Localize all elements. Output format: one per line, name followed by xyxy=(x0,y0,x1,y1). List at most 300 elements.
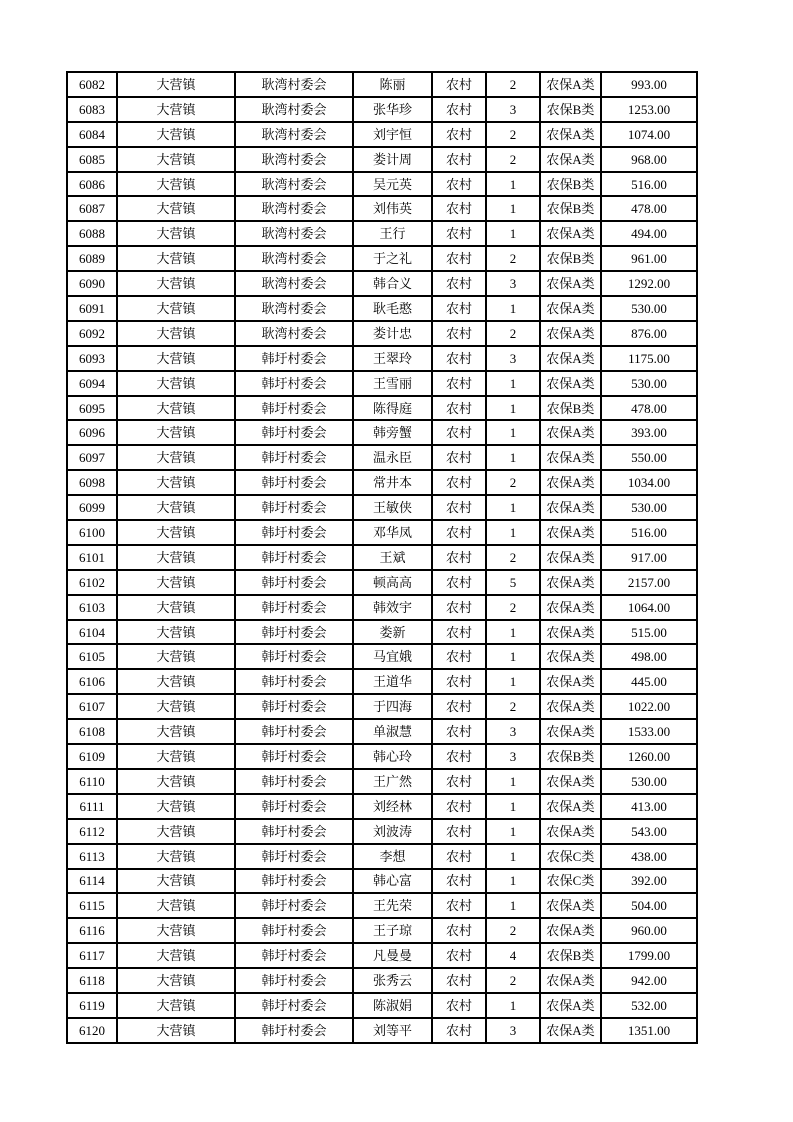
cell-village-committee: 韩圩村委会 xyxy=(235,968,353,993)
cell-serial-no: 6115 xyxy=(67,893,117,918)
cell-insurance-category: 农保A类 xyxy=(540,147,601,172)
table-row xyxy=(67,620,697,645)
cell-residence-type: 农村 xyxy=(432,943,486,968)
table-row xyxy=(67,1018,697,1043)
cell-residence-type: 农村 xyxy=(432,396,486,421)
cell-village-committee: 耿湾村委会 xyxy=(235,196,353,221)
cell-town: 大营镇 xyxy=(117,769,235,794)
table-row xyxy=(67,172,697,197)
cell-person-count: 2 xyxy=(486,147,540,172)
cell-village-committee: 耿湾村委会 xyxy=(235,246,353,271)
cell-person-count: 1 xyxy=(486,296,540,321)
cell-serial-no: 6100 xyxy=(67,520,117,545)
cell-insurance-category: 农保A类 xyxy=(540,545,601,570)
cell-person-count: 1 xyxy=(486,495,540,520)
cell-village-committee: 韩圩村委会 xyxy=(235,545,353,570)
cell-village-committee: 韩圩村委会 xyxy=(235,620,353,645)
cell-person-count: 1 xyxy=(486,993,540,1018)
cell-serial-no: 6089 xyxy=(67,246,117,271)
cell-amount: 1064.00 xyxy=(601,595,697,620)
table-row xyxy=(67,694,697,719)
cell-person-count: 1 xyxy=(486,520,540,545)
table-row xyxy=(67,445,697,470)
cell-residence-type: 农村 xyxy=(432,694,486,719)
cell-village-committee: 韩圩村委会 xyxy=(235,396,353,421)
cell-amount: 515.00 xyxy=(601,620,697,645)
cell-serial-no: 6120 xyxy=(67,1018,117,1043)
cell-town: 大营镇 xyxy=(117,744,235,769)
cell-insurance-category: 农保A类 xyxy=(540,794,601,819)
cell-insurance-category: 农保A类 xyxy=(540,221,601,246)
cell-serial-no: 6103 xyxy=(67,595,117,620)
cell-person-name: 刘伟英 xyxy=(353,196,432,221)
cell-insurance-category: 农保A类 xyxy=(540,769,601,794)
cell-residence-type: 农村 xyxy=(432,1018,486,1043)
cell-person-count: 3 xyxy=(486,271,540,296)
cell-person-count: 3 xyxy=(486,744,540,769)
cell-person-name: 于四海 xyxy=(353,694,432,719)
cell-person-count: 5 xyxy=(486,570,540,595)
cell-insurance-category: 农保A类 xyxy=(540,644,601,669)
cell-serial-no: 6093 xyxy=(67,346,117,371)
table-row xyxy=(67,420,697,445)
cell-town: 大营镇 xyxy=(117,893,235,918)
cell-village-committee: 耿湾村委会 xyxy=(235,72,353,97)
cell-residence-type: 农村 xyxy=(432,246,486,271)
cell-insurance-category: 农保A类 xyxy=(540,620,601,645)
cell-person-count: 2 xyxy=(486,595,540,620)
benefit-records-table xyxy=(66,71,698,1044)
table-row xyxy=(67,271,697,296)
cell-town: 大营镇 xyxy=(117,271,235,296)
cell-town: 大营镇 xyxy=(117,147,235,172)
cell-amount: 1074.00 xyxy=(601,122,697,147)
cell-residence-type: 农村 xyxy=(432,719,486,744)
cell-amount: 498.00 xyxy=(601,644,697,669)
cell-person-name: 李想 xyxy=(353,844,432,869)
table-row xyxy=(67,570,697,595)
cell-town: 大营镇 xyxy=(117,943,235,968)
cell-serial-no: 6088 xyxy=(67,221,117,246)
cell-amount: 516.00 xyxy=(601,172,697,197)
cell-residence-type: 农村 xyxy=(432,321,486,346)
cell-person-count: 1 xyxy=(486,794,540,819)
cell-village-committee: 耿湾村委会 xyxy=(235,221,353,246)
cell-amount: 968.00 xyxy=(601,147,697,172)
cell-person-count: 1 xyxy=(486,221,540,246)
cell-person-name: 王先荣 xyxy=(353,893,432,918)
cell-insurance-category: 农保A类 xyxy=(540,694,601,719)
cell-amount: 1253.00 xyxy=(601,97,697,122)
cell-serial-no: 6097 xyxy=(67,445,117,470)
cell-amount: 530.00 xyxy=(601,495,697,520)
cell-person-name: 于之礼 xyxy=(353,246,432,271)
cell-person-count: 1 xyxy=(486,669,540,694)
cell-village-committee: 韩圩村委会 xyxy=(235,844,353,869)
cell-insurance-category: 农保A类 xyxy=(540,296,601,321)
cell-insurance-category: 农保B类 xyxy=(540,246,601,271)
cell-person-count: 1 xyxy=(486,620,540,645)
cell-village-committee: 韩圩村委会 xyxy=(235,371,353,396)
cell-person-count: 3 xyxy=(486,346,540,371)
cell-serial-no: 6101 xyxy=(67,545,117,570)
cell-insurance-category: 农保A类 xyxy=(540,72,601,97)
cell-insurance-category: 农保A类 xyxy=(540,346,601,371)
cell-insurance-category: 农保A类 xyxy=(540,321,601,346)
cell-town: 大营镇 xyxy=(117,495,235,520)
cell-town: 大营镇 xyxy=(117,644,235,669)
cell-town: 大营镇 xyxy=(117,420,235,445)
table-row xyxy=(67,72,697,97)
cell-town: 大营镇 xyxy=(117,221,235,246)
cell-person-count: 3 xyxy=(486,97,540,122)
cell-serial-no: 6095 xyxy=(67,396,117,421)
cell-person-count: 1 xyxy=(486,844,540,869)
cell-amount: 961.00 xyxy=(601,246,697,271)
cell-insurance-category: 农保A类 xyxy=(540,271,601,296)
cell-serial-no: 6105 xyxy=(67,644,117,669)
cell-person-count: 1 xyxy=(486,172,540,197)
cell-insurance-category: 农保B类 xyxy=(540,396,601,421)
cell-residence-type: 农村 xyxy=(432,520,486,545)
cell-serial-no: 6094 xyxy=(67,371,117,396)
cell-town: 大营镇 xyxy=(117,321,235,346)
cell-residence-type: 农村 xyxy=(432,893,486,918)
cell-serial-no: 6110 xyxy=(67,769,117,794)
cell-amount: 392.00 xyxy=(601,869,697,894)
cell-town: 大营镇 xyxy=(117,196,235,221)
table-row xyxy=(67,147,697,172)
cell-person-count: 4 xyxy=(486,943,540,968)
cell-amount: 445.00 xyxy=(601,669,697,694)
cell-person-name: 娄新 xyxy=(353,620,432,645)
cell-residence-type: 农村 xyxy=(432,669,486,694)
table-row xyxy=(67,196,697,221)
cell-serial-no: 6098 xyxy=(67,470,117,495)
cell-amount: 2157.00 xyxy=(601,570,697,595)
cell-amount: 438.00 xyxy=(601,844,697,869)
cell-person-name: 邓华凤 xyxy=(353,520,432,545)
cell-person-count: 1 xyxy=(486,396,540,421)
cell-person-name: 王雪丽 xyxy=(353,371,432,396)
cell-person-count: 1 xyxy=(486,819,540,844)
cell-village-committee: 耿湾村委会 xyxy=(235,296,353,321)
cell-residence-type: 农村 xyxy=(432,271,486,296)
cell-person-name: 刘波涛 xyxy=(353,819,432,844)
cell-amount: 504.00 xyxy=(601,893,697,918)
cell-insurance-category: 农保A类 xyxy=(540,420,601,445)
cell-person-name: 韩合义 xyxy=(353,271,432,296)
cell-amount: 494.00 xyxy=(601,221,697,246)
cell-insurance-category: 农保A类 xyxy=(540,1018,601,1043)
cell-residence-type: 农村 xyxy=(432,371,486,396)
cell-town: 大营镇 xyxy=(117,470,235,495)
cell-serial-no: 6090 xyxy=(67,271,117,296)
cell-person-count: 2 xyxy=(486,72,540,97)
table-row xyxy=(67,943,697,968)
cell-person-name: 王行 xyxy=(353,221,432,246)
cell-person-name: 张秀云 xyxy=(353,968,432,993)
table-row xyxy=(67,495,697,520)
cell-residence-type: 农村 xyxy=(432,769,486,794)
cell-town: 大营镇 xyxy=(117,296,235,321)
cell-person-count: 1 xyxy=(486,196,540,221)
cell-insurance-category: 农保A类 xyxy=(540,470,601,495)
cell-village-committee: 韩圩村委会 xyxy=(235,595,353,620)
cell-town: 大营镇 xyxy=(117,246,235,271)
cell-residence-type: 农村 xyxy=(432,819,486,844)
cell-insurance-category: 农保B类 xyxy=(540,172,601,197)
cell-amount: 1351.00 xyxy=(601,1018,697,1043)
cell-village-committee: 韩圩村委会 xyxy=(235,520,353,545)
table-row xyxy=(67,396,697,421)
cell-serial-no: 6085 xyxy=(67,147,117,172)
cell-person-count: 2 xyxy=(486,545,540,570)
cell-insurance-category: 农保A类 xyxy=(540,520,601,545)
cell-village-committee: 韩圩村委会 xyxy=(235,943,353,968)
cell-town: 大营镇 xyxy=(117,570,235,595)
cell-insurance-category: 农保A类 xyxy=(540,445,601,470)
cell-village-committee: 韩圩村委会 xyxy=(235,694,353,719)
table-row xyxy=(67,993,697,1018)
cell-insurance-category: 农保C类 xyxy=(540,844,601,869)
table-row xyxy=(67,918,697,943)
cell-person-name: 韩心富 xyxy=(353,869,432,894)
cell-serial-no: 6096 xyxy=(67,420,117,445)
cell-serial-no: 6106 xyxy=(67,669,117,694)
cell-person-name: 单淑慧 xyxy=(353,719,432,744)
cell-residence-type: 农村 xyxy=(432,545,486,570)
cell-town: 大营镇 xyxy=(117,122,235,147)
cell-village-committee: 韩圩村委会 xyxy=(235,794,353,819)
cell-village-committee: 韩圩村委会 xyxy=(235,445,353,470)
cell-person-name: 王子琼 xyxy=(353,918,432,943)
cell-town: 大营镇 xyxy=(117,669,235,694)
cell-person-name: 温永臣 xyxy=(353,445,432,470)
cell-serial-no: 6112 xyxy=(67,819,117,844)
cell-town: 大营镇 xyxy=(117,620,235,645)
cell-serial-no: 6116 xyxy=(67,918,117,943)
cell-serial-no: 6091 xyxy=(67,296,117,321)
cell-amount: 1034.00 xyxy=(601,470,697,495)
cell-person-name: 常井本 xyxy=(353,470,432,495)
table-row xyxy=(67,869,697,894)
cell-person-count: 1 xyxy=(486,420,540,445)
cell-person-count: 2 xyxy=(486,968,540,993)
cell-town: 大营镇 xyxy=(117,396,235,421)
cell-amount: 413.00 xyxy=(601,794,697,819)
cell-person-name: 王斌 xyxy=(353,545,432,570)
cell-insurance-category: 农保A类 xyxy=(540,495,601,520)
cell-person-name: 王道华 xyxy=(353,669,432,694)
cell-amount: 530.00 xyxy=(601,296,697,321)
cell-serial-no: 6087 xyxy=(67,196,117,221)
cell-insurance-category: 农保A类 xyxy=(540,918,601,943)
cell-person-name: 王广然 xyxy=(353,769,432,794)
cell-village-committee: 韩圩村委会 xyxy=(235,1018,353,1043)
cell-serial-no: 6117 xyxy=(67,943,117,968)
cell-residence-type: 农村 xyxy=(432,296,486,321)
cell-residence-type: 农村 xyxy=(432,993,486,1018)
cell-serial-no: 6102 xyxy=(67,570,117,595)
cell-insurance-category: 农保A类 xyxy=(540,595,601,620)
cell-person-name: 刘宇恒 xyxy=(353,122,432,147)
cell-amount: 478.00 xyxy=(601,196,697,221)
cell-village-committee: 韩圩村委会 xyxy=(235,918,353,943)
cell-town: 大营镇 xyxy=(117,172,235,197)
table-row xyxy=(67,844,697,869)
table-row xyxy=(67,968,697,993)
cell-person-name: 刘经林 xyxy=(353,794,432,819)
cell-person-name: 耿毛憨 xyxy=(353,296,432,321)
cell-residence-type: 农村 xyxy=(432,495,486,520)
cell-insurance-category: 农保A类 xyxy=(540,122,601,147)
table-row xyxy=(67,719,697,744)
table-row xyxy=(67,346,697,371)
cell-amount: 917.00 xyxy=(601,545,697,570)
cell-town: 大营镇 xyxy=(117,545,235,570)
cell-serial-no: 6084 xyxy=(67,122,117,147)
cell-serial-no: 6108 xyxy=(67,719,117,744)
cell-village-committee: 韩圩村委会 xyxy=(235,420,353,445)
cell-serial-no: 6109 xyxy=(67,744,117,769)
cell-residence-type: 农村 xyxy=(432,620,486,645)
cell-person-name: 陈丽 xyxy=(353,72,432,97)
cell-serial-no: 6086 xyxy=(67,172,117,197)
cell-person-name: 刘等平 xyxy=(353,1018,432,1043)
cell-amount: 1799.00 xyxy=(601,943,697,968)
table-row xyxy=(67,744,697,769)
cell-town: 大营镇 xyxy=(117,794,235,819)
cell-town: 大营镇 xyxy=(117,346,235,371)
cell-serial-no: 6104 xyxy=(67,620,117,645)
cell-insurance-category: 农保A类 xyxy=(540,893,601,918)
cell-village-committee: 韩圩村委会 xyxy=(235,346,353,371)
cell-amount: 960.00 xyxy=(601,918,697,943)
cell-residence-type: 农村 xyxy=(432,221,486,246)
cell-village-committee: 耿湾村委会 xyxy=(235,172,353,197)
cell-person-name: 娄计周 xyxy=(353,147,432,172)
cell-town: 大营镇 xyxy=(117,819,235,844)
cell-serial-no: 6083 xyxy=(67,97,117,122)
cell-village-committee: 韩圩村委会 xyxy=(235,769,353,794)
cell-person-name: 陈淑娟 xyxy=(353,993,432,1018)
cell-person-name: 韩旁蟹 xyxy=(353,420,432,445)
cell-town: 大营镇 xyxy=(117,1018,235,1043)
cell-village-committee: 耿湾村委会 xyxy=(235,122,353,147)
cell-insurance-category: 农保B类 xyxy=(540,97,601,122)
cell-insurance-category: 农保A类 xyxy=(540,669,601,694)
table-body xyxy=(67,72,697,1043)
table-row xyxy=(67,520,697,545)
cell-town: 大营镇 xyxy=(117,595,235,620)
cell-person-name: 吴元英 xyxy=(353,172,432,197)
cell-person-name: 陈得庭 xyxy=(353,396,432,421)
cell-serial-no: 6114 xyxy=(67,869,117,894)
cell-amount: 993.00 xyxy=(601,72,697,97)
cell-village-committee: 韩圩村委会 xyxy=(235,719,353,744)
cell-insurance-category: 农保B类 xyxy=(540,196,601,221)
table-row xyxy=(67,893,697,918)
cell-amount: 530.00 xyxy=(601,769,697,794)
cell-amount: 478.00 xyxy=(601,396,697,421)
cell-residence-type: 农村 xyxy=(432,97,486,122)
cell-serial-no: 6118 xyxy=(67,968,117,993)
cell-village-committee: 韩圩村委会 xyxy=(235,669,353,694)
cell-village-committee: 耿湾村委会 xyxy=(235,97,353,122)
cell-person-name: 马宜娥 xyxy=(353,644,432,669)
cell-residence-type: 农村 xyxy=(432,918,486,943)
cell-residence-type: 农村 xyxy=(432,844,486,869)
table-row xyxy=(67,769,697,794)
cell-village-committee: 韩圩村委会 xyxy=(235,570,353,595)
cell-residence-type: 农村 xyxy=(432,968,486,993)
cell-amount: 1292.00 xyxy=(601,271,697,296)
cell-amount: 393.00 xyxy=(601,420,697,445)
cell-village-committee: 韩圩村委会 xyxy=(235,744,353,769)
cell-residence-type: 农村 xyxy=(432,172,486,197)
cell-person-count: 2 xyxy=(486,694,540,719)
cell-person-name: 王翠玲 xyxy=(353,346,432,371)
table-row xyxy=(67,669,697,694)
cell-person-name: 张华珍 xyxy=(353,97,432,122)
table-row xyxy=(67,794,697,819)
cell-village-committee: 韩圩村委会 xyxy=(235,470,353,495)
table-row xyxy=(67,221,697,246)
cell-serial-no: 6107 xyxy=(67,694,117,719)
cell-person-count: 1 xyxy=(486,644,540,669)
cell-person-count: 1 xyxy=(486,769,540,794)
cell-person-count: 3 xyxy=(486,1018,540,1043)
cell-residence-type: 农村 xyxy=(432,869,486,894)
cell-insurance-category: 农保A类 xyxy=(540,968,601,993)
cell-residence-type: 农村 xyxy=(432,570,486,595)
cell-insurance-category: 农保A类 xyxy=(540,993,601,1018)
cell-person-count: 2 xyxy=(486,321,540,346)
cell-town: 大营镇 xyxy=(117,72,235,97)
cell-serial-no: 6082 xyxy=(67,72,117,97)
cell-person-name: 顿高高 xyxy=(353,570,432,595)
cell-town: 大营镇 xyxy=(117,968,235,993)
cell-amount: 532.00 xyxy=(601,993,697,1018)
cell-serial-no: 6099 xyxy=(67,495,117,520)
cell-village-committee: 韩圩村委会 xyxy=(235,644,353,669)
table-row xyxy=(67,97,697,122)
cell-residence-type: 农村 xyxy=(432,470,486,495)
cell-village-committee: 韩圩村委会 xyxy=(235,869,353,894)
cell-insurance-category: 农保A类 xyxy=(540,719,601,744)
cell-amount: 876.00 xyxy=(601,321,697,346)
cell-amount: 1260.00 xyxy=(601,744,697,769)
cell-insurance-category: 农保C类 xyxy=(540,869,601,894)
cell-insurance-category: 农保A类 xyxy=(540,371,601,396)
table-row xyxy=(67,470,697,495)
table-row xyxy=(67,321,697,346)
cell-town: 大营镇 xyxy=(117,918,235,943)
cell-person-count: 2 xyxy=(486,470,540,495)
cell-residence-type: 农村 xyxy=(432,72,486,97)
cell-village-committee: 韩圩村委会 xyxy=(235,993,353,1018)
cell-residence-type: 农村 xyxy=(432,595,486,620)
cell-amount: 530.00 xyxy=(601,371,697,396)
table-row xyxy=(67,819,697,844)
cell-person-count: 3 xyxy=(486,719,540,744)
cell-residence-type: 农村 xyxy=(432,420,486,445)
cell-town: 大营镇 xyxy=(117,97,235,122)
table-row xyxy=(67,644,697,669)
table-row xyxy=(67,246,697,271)
table-row xyxy=(67,595,697,620)
